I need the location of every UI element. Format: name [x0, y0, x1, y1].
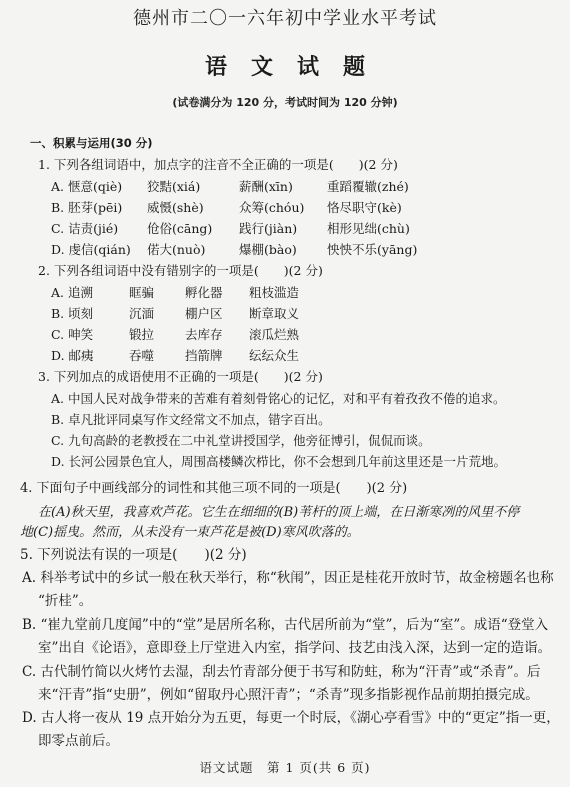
option-word: D. 虔信(qián): [51, 242, 131, 257]
option-word: B. 顷刻: [51, 306, 94, 321]
page-footer: 语文试题 第 1 页(共 6 页): [199, 760, 371, 775]
question-1-option-b: [51, 200, 402, 216]
option-word: 挡箭牌: [185, 348, 223, 363]
question-5-option-b: B. “崔九堂前几度闻”中的“堂”是居所名称，古代居所前为“堂”，后为“室”。成语“登堂入: [22, 617, 549, 633]
question-2-option-c: [51, 327, 299, 343]
option-word: 去库存: [185, 327, 223, 342]
option-word: 重蹈覆辙(zhé): [327, 179, 409, 194]
option-word: 眶骗: [129, 285, 155, 300]
option-word: 狡黠(xiá): [147, 179, 201, 194]
question-2-option-a: [51, 285, 299, 301]
option-word: 吞噬: [129, 348, 155, 363]
question-3-option-c: C. 九旬高龄的老教授在二中礼堂讲授国学，他旁征博引，侃侃而谈。: [51, 433, 431, 448]
question-2-option-d: [51, 348, 299, 364]
question-2-stem: 2. 下列各组词语中没有错别字的一项是( )(2 分): [38, 263, 323, 278]
option-word: 爆棚(bào): [239, 242, 297, 257]
option-word: B. 胚芽(pēi): [51, 200, 123, 215]
question-1-stem: 1. 下列各组词语中，加点字的注音不全正确的一项是( )(2 分): [38, 157, 398, 172]
exam-info: (试卷满分为 120 分，考试时间为 120 分钟): [172, 96, 398, 109]
option-word: 锻拉: [129, 327, 155, 342]
question-5-option-d-cont: 即零点前后。: [38, 733, 119, 749]
option-word: A. 惬意(qiè): [51, 179, 123, 194]
option-word: 众筹(chóu): [239, 200, 305, 215]
question-3-option-b: B. 卓凡批评同桌写作文经常文不加点，错字百出。: [51, 412, 331, 427]
option-word: 践行(jiàn): [239, 221, 298, 236]
section-title: 一、积累与运用(30 分): [30, 136, 153, 150]
question-3-option-a: A. 中国人民对战争带来的苦难有着刻骨铭心的记忆，对和平有着孜孜不倦的追求。: [51, 391, 506, 406]
option-word: 棚户区: [185, 306, 223, 321]
question-5-option-a-cont: “折桂”。: [38, 593, 93, 609]
option-word: 断章取义: [249, 306, 300, 321]
option-word: 恪尽职守(kè): [327, 200, 402, 215]
question-1-option-a: [51, 179, 409, 195]
question-5-option-c: C. 古代制竹简以火烤竹去湿，刮去竹青部分便于书写和防蛀，称为“汗青”或“杀青”。后: [22, 664, 541, 680]
question-3-stem: 3. 下列加点的成语使用不正确的一项是( )(2 分): [38, 369, 323, 384]
option-word: 纭纭众生: [249, 348, 300, 363]
question-2-option-b: [51, 306, 299, 322]
question-4-passage-line-1: 在(A)秋天里，我喜欢芦花。它生在细细的(B)苇杆的顶上端，在日渐寒冽的风里不停: [38, 505, 520, 520]
question-5-option-a: A. 科举考试中的乡试一般在秋天举行，称“秋闱”，因正是桂花开放时节，故金榜题名也称: [22, 570, 554, 586]
option-word: C. 呻笑: [51, 327, 94, 342]
option-word: A. 追溯: [51, 285, 93, 300]
option-word: 威慑(shè): [147, 200, 204, 215]
question-4-passage-line-2: 地(C)摇曳。然而，从未没有一束芦花是被(D)寒风吹落的。: [20, 525, 360, 540]
question-4-stem: 4. 下面句子中画线部分的词性和其他三项不同的一项是( )(2 分): [20, 481, 408, 496]
option-word: 怏怏不乐(yāng): [327, 242, 418, 257]
option-word: D. 邮痍: [51, 348, 94, 363]
question-5-option-c-cont: 来“汗青”指“史册”，例如“留取丹心照汗青”；“杀青”现多指影视作品前期拍摄完成。: [38, 687, 539, 703]
exam-name: 德州市二〇一六年初中学业水平考试: [133, 8, 437, 29]
option-word: C. 诘责(jié): [51, 221, 119, 236]
option-word: 相形见绌(chù): [327, 221, 410, 236]
option-word: 孵化器: [185, 285, 223, 300]
option-word: 沉湎: [129, 306, 155, 321]
question-5-option-d: D. 古人将一夜从 19 点开始分为五更，每更一个时辰，《湖心亭看雪》中的“更定”指一更，: [22, 710, 560, 726]
question-1-option-c: [51, 221, 410, 237]
question-3-option-d: D. 长河公园景色宜人，周围高楼鳞次栉比，你不会想到几年前这里还是一片荒地。: [51, 454, 507, 469]
option-word: 粗枝滥造: [249, 285, 300, 300]
option-word: 偌大(nuò): [147, 242, 206, 257]
option-word: 薪酬(xīn): [239, 179, 293, 194]
question-1-option-d: [51, 242, 417, 258]
question-5-stem: 5. 下列说法有误的一项是( )(2 分): [20, 547, 247, 563]
page-title: 语文试题: [204, 54, 389, 80]
question-5-option-b-cont: 室”出自《论语》，意即登上厅堂进入内室，指学问、技艺由浅入深，达到一定的造诣。: [38, 640, 552, 656]
option-word: 伧俗(cāng): [147, 221, 213, 236]
option-word: 滚瓜烂熟: [249, 327, 300, 342]
